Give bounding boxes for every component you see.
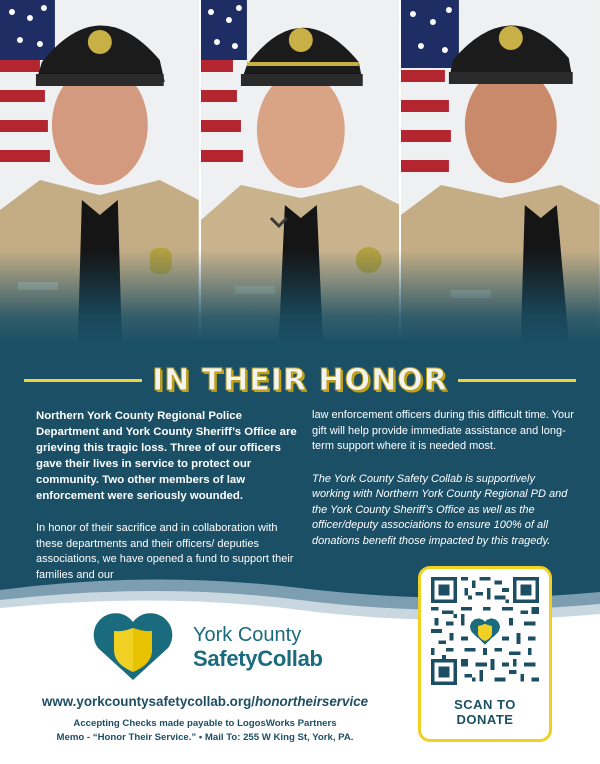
body-column-left bbox=[36, 408, 298, 583]
cta-line-2: DONATE bbox=[456, 712, 514, 727]
scan-to-donate bbox=[421, 697, 549, 727]
heading-row bbox=[0, 360, 600, 400]
brand-name bbox=[193, 624, 323, 672]
shield-heart-logo-icon bbox=[92, 612, 174, 682]
url-prefix: www.yorkcountysafetycollab.org/ bbox=[41, 694, 255, 709]
heading-rule-right bbox=[458, 379, 576, 382]
qr-code-icon[interactable] bbox=[431, 577, 539, 685]
website-link[interactable] bbox=[0, 694, 410, 709]
intro-paragraph: Northern York County Regional Police Department and York County Sheriff’s Office are grieving this tragic loss. Three of our officers gave their lives in service to protect our community. Two other members of law enforcement were seriously wounded. bbox=[36, 410, 297, 502]
gift-paragraph: law enforcement officers during this difficult time. Your gift will help provide immediate assistance and long-term support where it is needed most. bbox=[312, 409, 574, 452]
body-column-right bbox=[312, 408, 574, 549]
heading-rule-left bbox=[24, 379, 142, 382]
fund-paragraph: In honor of their sacrifice and in collaboration with these departments and their officers/ deputies associations, we have opened a fund to support their families and our bbox=[36, 522, 294, 581]
check-instructions bbox=[0, 717, 410, 745]
brand-line-2: SafetyCollab bbox=[193, 646, 323, 671]
check-line-1: Accepting Checks made payable to LogosWorks Partners bbox=[73, 718, 337, 729]
qr-card[interactable] bbox=[418, 566, 552, 742]
cta-line-1: SCAN TO bbox=[454, 697, 516, 712]
page-title: IN THEIR HONOR bbox=[152, 362, 448, 398]
url-highlight: honortheirservice bbox=[254, 694, 369, 709]
check-line-2: Memo - “Honor Their Service.” • Mail To: 255 W King St, York, PA. bbox=[56, 732, 354, 743]
collab-paragraph: The York County Safety Collab is supportively working with Northern York County Regional PD and the York County Sheriff’s Office as well as the officer/deputy associations to ensure 100% of all donations benefit those impacted by this tragedy. bbox=[312, 472, 568, 547]
brand-line-1: York County bbox=[193, 624, 302, 646]
photo-fade bbox=[0, 250, 600, 345]
